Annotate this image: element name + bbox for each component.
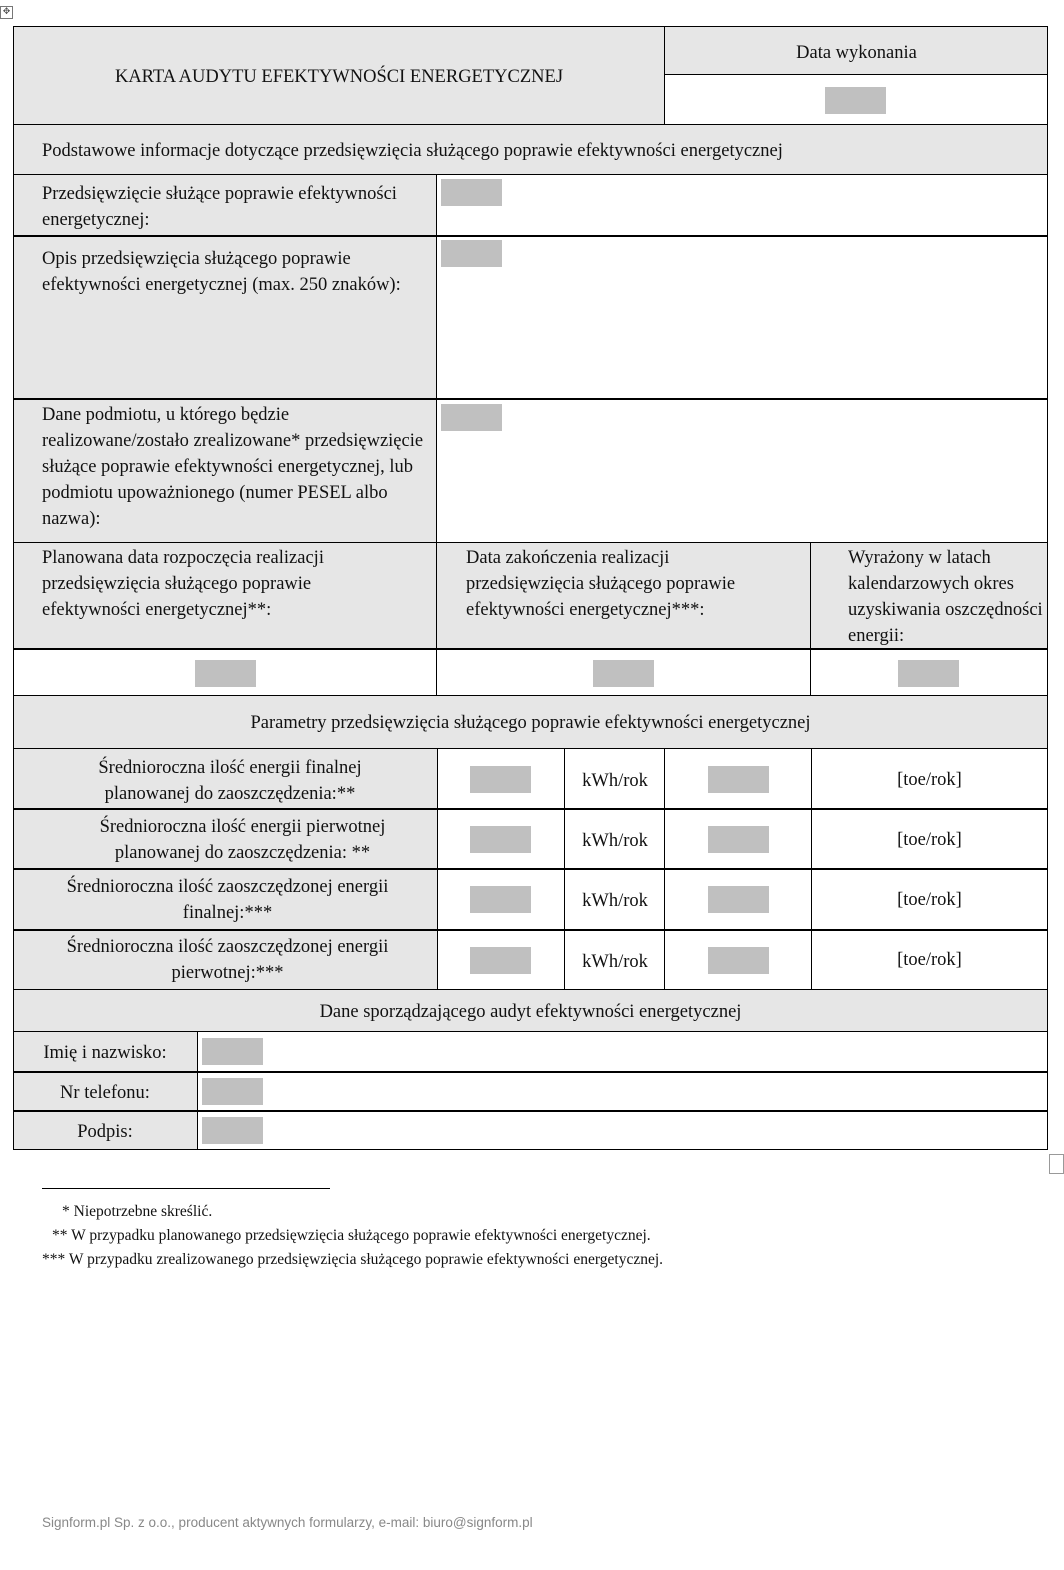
name-field[interactable]: [202, 1038, 263, 1065]
table-border: [13, 174, 1048, 175]
unit-toe: [toe/rok]: [897, 770, 962, 790]
unit-kwh: kWh/rok: [582, 831, 648, 851]
table-border: [13, 235, 1048, 237]
table-border: [664, 26, 665, 125]
section2-title: Parametry przedsięwzięcia służącego poprawie efektywności energetycznej: [250, 713, 811, 733]
table-border: [13, 808, 1048, 810]
page-title: KARTA AUDYTU EFEKTYWNOŚCI ENERGETYCZNEJ: [114, 67, 564, 87]
table-border: [13, 26, 1048, 27]
entity-label: Dane podmiotu, u którego będzie realizowane/zostało zrealizowane* przedsięwzięcie służące poprawie efektywności energetycznej, lub podmiotu upoważnionego (numer PESEL albo nazwa):: [42, 405, 424, 529]
phone-field[interactable]: [202, 1078, 263, 1105]
footnote-1: * Niepotrzebne skreślić.: [62, 1203, 213, 1220]
table-border: [13, 989, 1048, 990]
table-border: [13, 1110, 1048, 1112]
unit-kwh: kWh/rok: [582, 771, 648, 791]
param-kwh-field[interactable]: [470, 766, 531, 793]
unit-toe: [toe/rok]: [897, 830, 962, 850]
description-label: Opis przedsięwzięcia służącego poprawie efektywności energetycznej (max. 250 znaków):: [42, 249, 401, 295]
param-toe-field[interactable]: [708, 947, 769, 974]
unit-kwh: kWh/rok: [582, 952, 648, 972]
resize-handle-icon[interactable]: [1049, 1154, 1064, 1174]
move-arrows-icon[interactable]: ✥: [0, 6, 13, 19]
description-field[interactable]: [441, 240, 502, 267]
footnote-3: *** W przypadku zrealizowanego przedsięwzięcia służącego poprawie efektywności energetycznej.: [42, 1251, 664, 1268]
unit-toe: [toe/rok]: [897, 950, 962, 970]
table-border: [197, 1031, 198, 1150]
brand-footer: Signform.pl Sp. z o.o., producent aktywnych formularzy, e-mail: biuro@signform.pl: [42, 1515, 533, 1530]
end-date-field[interactable]: [593, 660, 654, 687]
param-row-label: Średnioroczna ilość zaoszczędzonej energii pierwotnej:***: [66, 937, 389, 983]
date-label: Data wykonania: [796, 43, 917, 63]
table-border: [13, 748, 1048, 749]
footnote-separator: [42, 1188, 330, 1189]
phone-label: Nr telefonu:: [60, 1083, 150, 1103]
param-toe-field[interactable]: [708, 826, 769, 853]
table-border: [13, 398, 1048, 400]
table-border: [13, 1031, 1048, 1032]
table-border: [13, 1071, 1048, 1073]
footnote-2: ** W przypadku planowanego przedsięwzięcia służącego poprawie efektywności energetycznej.: [52, 1227, 651, 1244]
table-border: [13, 542, 1048, 543]
start-date-field[interactable]: [195, 660, 256, 687]
param-kwh-field[interactable]: [470, 886, 531, 913]
signature-field[interactable]: [202, 1117, 263, 1144]
param-toe-field[interactable]: [708, 886, 769, 913]
unit-kwh: kWh/rok: [582, 891, 648, 911]
table-border: [665, 74, 1048, 75]
unit-toe: [toe/rok]: [897, 890, 962, 910]
date-field[interactable]: [825, 87, 886, 114]
param-row-label: Średnioroczna ilość energii pierwotnej planowanej do zaoszczędzenia: **: [99, 817, 386, 863]
table-border: [13, 26, 14, 1150]
section3-title: Dane sporządzającego audyt efektywności energetycznej: [319, 1002, 742, 1022]
param-toe-field[interactable]: [708, 766, 769, 793]
param-row-label: Średnioroczna ilość energii finalnej planowanej do zaoszczędzenia:**: [98, 758, 362, 804]
table-border: [13, 648, 1048, 650]
table-border: [13, 124, 1048, 125]
param-kwh-field[interactable]: [470, 826, 531, 853]
param-kwh-field[interactable]: [470, 947, 531, 974]
table-border: [13, 929, 1048, 931]
table-border: [13, 695, 1048, 696]
period-label: Wyrażony w latach kalendarzowych okres uzyskiwania oszczędności energii:: [848, 548, 1043, 646]
project-field[interactable]: [441, 179, 502, 206]
table-border: [13, 1149, 1048, 1150]
param-row-label: Średnioroczna ilość zaoszczędzonej energii finalnej:***: [66, 877, 389, 923]
start-date-label: Planowana data rozpoczęcia realizacji przedsięwzięcia służącego poprawie efektywności energetycznej**:: [42, 548, 324, 620]
end-date-label: Data zakończenia realizacji przedsięwzięcia służącego poprawie efektywności energetycznej***:: [466, 548, 736, 620]
signature-label: Podpis:: [77, 1122, 133, 1142]
project-label: Przedsięwzięcie służące poprawie efektywności energetycznej:: [42, 184, 397, 230]
table-border: [13, 868, 1048, 870]
entity-field[interactable]: [441, 404, 502, 431]
section1-title: Podstawowe informacje dotyczące przedsięwzięcia służącego poprawie efektywności energetycznej: [42, 141, 783, 161]
table-border: [436, 174, 437, 696]
period-field[interactable]: [898, 660, 959, 687]
table-border: [1047, 26, 1048, 1150]
name-label: Imię i nazwisko:: [43, 1043, 167, 1063]
table-border: [810, 542, 811, 696]
